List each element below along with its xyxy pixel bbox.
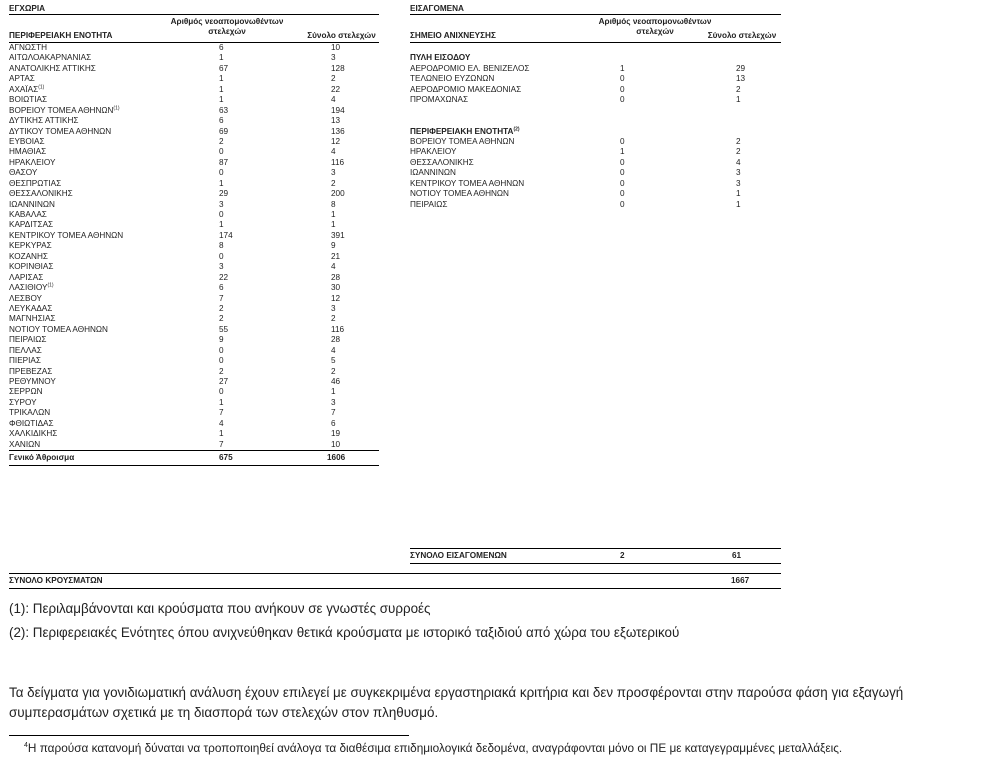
region-name-text: ΣΕΡΡΩΝ (9, 387, 43, 397)
table-row (9, 53, 379, 63)
table-row (410, 64, 781, 74)
region-name-text: ΚΟΡΙΝΘΙΑΣ (9, 262, 54, 272)
new-strains-cell: 4 (219, 418, 224, 428)
domestic-total-row (9, 450, 379, 466)
region-name-text: ΚΕΡΚΥΡΑΣ (9, 241, 52, 251)
table-row (9, 137, 379, 147)
region-name (9, 106, 120, 116)
region-name (410, 127, 520, 137)
total-strains-cell: 136 (331, 126, 345, 136)
note-marker: (1) (38, 84, 45, 91)
table-row (410, 137, 781, 147)
total-strains-cell: 10 (331, 43, 341, 52)
region-name (410, 53, 470, 63)
region-name (9, 304, 52, 314)
region-name-text: ΚΑΒΑΛΑΣ (9, 210, 47, 219)
region-name (410, 85, 521, 95)
domestic-total-new: 675 (219, 453, 233, 463)
note-2: (2): Περιφερειακές Ενότητες όπου ανιχνεύθηκαν θετικά κρούσματα με ιστορικό ταξιδιού από χώρα του εξωτερικού (9, 625, 680, 640)
note-marker: (1) (113, 104, 120, 111)
table-row (9, 127, 379, 137)
total-strains-cell: 2 (331, 74, 336, 84)
region-name-text: ΠΙΕΡΙΑΣ (9, 356, 41, 366)
total-strains-cell: 2 (331, 366, 336, 376)
new-strains-cell: 22 (219, 272, 229, 282)
total-strains-cell: 3 (331, 303, 336, 313)
new-strains-cell: 1 (219, 178, 224, 188)
region-name (9, 43, 47, 53)
table-row (9, 179, 379, 189)
col-total-strains-header: Σύνολο στελεχών (707, 31, 777, 40)
domestic-total-label: Γενικό Άθροισμα (9, 453, 75, 463)
imported-table (410, 3, 781, 210)
region-name (9, 273, 43, 283)
imported-total-row (410, 548, 781, 564)
new-strains-cell: 174 (219, 230, 233, 240)
table-row (9, 189, 379, 199)
table-row (9, 262, 379, 272)
region-name-text: ΝΟΤΙΟΥ ΤΟΜΕΑ ΑΘΗΝΩΝ (9, 324, 108, 334)
region-name-text: ΚΑΡΔΙΤΣΑΣ (9, 220, 54, 230)
imported-header (410, 15, 781, 43)
imported-total-all: 61 (732, 551, 742, 560)
region-name (410, 200, 447, 210)
col-region-header: ΠΕΡΙΦΕΡΕΙΑΚΗ ΕΝΟΤΗΤΑ (9, 31, 113, 40)
total-strains-cell: 194 (331, 105, 345, 115)
region-name-text: ΑΝΑΤΟΛΙΚΗΣ ΑΤΤΙΚΗΣ (9, 63, 96, 73)
region-name-text: ΒΟΡΕΙΟΥ ΤΟΜΕΑ ΑΘΗΝΩΝ (9, 105, 114, 115)
region-name (9, 367, 52, 377)
region-name-text: ΚΕΝΤΡΙΚΟΥ ΤΟΜΕΑ ΑΘΗΝΩΝ (410, 178, 525, 188)
new-strains-cell: 0 (219, 345, 224, 355)
region-name-text: ΒΟΡΕΙΟΥ ΤΟΜΕΑ ΑΘΗΝΩΝ (410, 136, 515, 146)
total-strains-cell: 3 (331, 53, 336, 63)
new-strains-cell: 27 (219, 377, 229, 386)
region-name-text: ΣΥΡΟΥ (9, 397, 37, 407)
table-row (9, 408, 379, 418)
total-strains-cell: 10 (331, 439, 341, 449)
imported-caption: ΕΙΣΑΓΟΜΕΝΑ (410, 3, 781, 15)
new-strains-cell: 6 (219, 116, 224, 126)
total-strains-cell: 1 (331, 220, 336, 230)
region-name-text: ΛΑΣΙΘΙΟΥ (9, 283, 48, 293)
region-name (9, 346, 42, 356)
total-strains-cell: 2 (736, 147, 741, 157)
total-strains-cell: 4 (331, 147, 336, 157)
new-strains-cell: 2 (219, 136, 224, 146)
imported-total-new: 2 (620, 551, 625, 560)
region-name-text: ΧΑΝΙΩΝ (9, 439, 41, 449)
region-name (9, 398, 37, 408)
region-name-text: ΠΕΡΙΦΕΡΕΙΑΚΗ ΕΝΟΤΗΤΑ (410, 126, 514, 136)
region-name (410, 158, 474, 168)
table-row (9, 200, 379, 210)
grand-total-row (9, 573, 781, 589)
total-strains-cell: 3 (736, 178, 741, 188)
table-row (9, 314, 379, 324)
new-strains-cell: 1 (219, 95, 224, 105)
region-name-text: ΧΑΛΚΙΔΙΚΗΣ (9, 429, 58, 439)
region-name-text: ΗΜΑΘΙΑΣ (9, 147, 47, 157)
total-strains-cell: 128 (331, 63, 345, 73)
table-row (9, 356, 379, 366)
footnote (24, 741, 842, 755)
region-name (410, 137, 514, 147)
table-row (410, 158, 781, 168)
analysis-paragraph: Τα δείγματα για γονιδιωματική ανάλυση έχουν επιλεγεί με συγκεκριμένα εργαστηριακά κριτήρια και δεν προσφέρονται στην παρούσα φάση για εξαγωγή συμπερασμάτων σχετικά με τη διασπορά των στελεχών στον πληθυσμό. (9, 685, 904, 720)
total-strains-cell: 391 (331, 230, 345, 240)
new-strains-cell: 55 (219, 324, 229, 334)
table-row (9, 220, 379, 230)
total-strains-cell: 21 (331, 251, 341, 261)
table-row (410, 200, 781, 210)
region-name (9, 220, 53, 230)
total-strains-cell: 28 (331, 272, 341, 282)
new-strains-cell: 9 (219, 335, 224, 345)
table-row (9, 241, 379, 251)
new-strains-cell: 0 (219, 168, 224, 178)
region-name (9, 127, 111, 137)
total-strains-cell: 8 (331, 199, 336, 209)
new-strains-cell: 0 (219, 251, 224, 261)
total-strains-cell: 116 (331, 157, 345, 167)
domestic-header (9, 15, 379, 43)
total-strains-cell: 3 (331, 397, 336, 407)
region-name (9, 158, 55, 168)
new-strains-cell: 0 (620, 95, 625, 105)
region-name-text: ΛΕΣΒΟΥ (9, 293, 43, 303)
region-name-text: ΤΕΛΩΝΕΙΟ ΕΥΖΩΝΩΝ (410, 74, 495, 84)
total-strains-cell: 13 (736, 74, 746, 84)
new-strains-cell: 2 (219, 314, 224, 324)
total-strains-cell: 5 (331, 356, 336, 366)
table-row (9, 398, 379, 408)
new-strains-cell: 0 (219, 147, 224, 157)
col-total-strains-header: Σύνολο στελεχών (307, 31, 376, 40)
table-row (9, 85, 379, 95)
grand-total-label: ΣΥΝΟΛΟ ΚΡΟΥΣΜΑΤΩΝ (9, 576, 103, 585)
region-name (9, 179, 61, 189)
footnote-mark: 4 (24, 742, 28, 750)
region-name-text: ΚΕΝΤΡΙΚΟΥ ΤΟΜΕΑ ΑΘΗΝΩΝ (9, 230, 124, 240)
footnote-divider (9, 735, 409, 736)
table-row (410, 43, 781, 53)
new-strains-cell: 0 (620, 84, 625, 94)
new-strains-cell: 0 (620, 199, 625, 209)
region-name-text: ΜΑΓΝΗΣΙΑΣ (9, 314, 56, 324)
region-name-text: ΗΡΑΚΛΕΙΟΥ (9, 157, 56, 167)
region-name (9, 325, 108, 335)
table-row (9, 294, 379, 304)
col-new-strains-header: Αριθμός νεοαπομονωθέντων στελεχών (170, 17, 284, 36)
new-strains-cell: 0 (620, 136, 625, 146)
region-name-text: ΠΕΙΡΑΙΩΣ (410, 199, 448, 209)
region-name (9, 53, 91, 63)
region-name-text: ΔΥΤΙΚΗΣ ΑΤΤΙΚΗΣ (9, 116, 79, 126)
table-row (9, 377, 379, 387)
new-strains-cell: 0 (620, 178, 625, 188)
region-name-text: ΤΡΙΚΑΛΩΝ (9, 408, 51, 418)
total-strains-cell: 7 (331, 408, 336, 418)
new-strains-cell: 1 (620, 63, 625, 73)
region-name-text: ΑΙΤΩΛΟΑΚΑΡΝΑΝΙΑΣ (9, 53, 92, 63)
region-name-text: ΡΕΘΥΜΝΟΥ (9, 377, 56, 386)
region-name (9, 116, 78, 126)
table-row (9, 116, 379, 126)
new-strains-cell: 3 (219, 262, 224, 272)
region-name-text: ΠΥΛΗ ΕΙΣΟΔΟΥ (410, 53, 471, 63)
region-name-text: ΙΩΑΝΝΙΝΩΝ (9, 199, 55, 209)
new-strains-cell: 69 (219, 126, 229, 136)
new-strains-cell: 63 (219, 105, 229, 115)
total-strains-cell: 116 (331, 324, 345, 334)
domestic-table (9, 3, 379, 466)
region-name-text: ΛΕΥΚΑΔΑΣ (9, 303, 53, 313)
total-strains-cell: 1 (736, 95, 741, 105)
total-strains-cell: 2 (331, 314, 336, 324)
new-strains-cell: 7 (219, 293, 224, 303)
new-strains-cell: 0 (620, 157, 625, 167)
new-strains-cell: 1 (219, 429, 224, 439)
total-strains-cell: 1 (331, 387, 336, 397)
new-strains-cell: 1 (620, 147, 625, 157)
region-name (410, 189, 509, 199)
region-name-text: ΚΟΖΑΝΗΣ (9, 251, 48, 261)
new-strains-cell: 0 (219, 387, 224, 397)
region-name (9, 95, 47, 105)
total-strains-cell: 2 (331, 178, 336, 188)
region-name (410, 168, 456, 178)
total-strains-cell: 1 (736, 199, 741, 209)
region-name (9, 64, 96, 74)
new-strains-cell: 8 (219, 241, 224, 251)
table-row (410, 168, 781, 178)
table-row (9, 346, 379, 356)
table-row (9, 325, 379, 335)
col-detection-point-header: ΣΗΜΕΙΟ ΑΝΙΧΝΕΥΣΗΣ (410, 31, 496, 40)
total-strains-cell: 4 (736, 157, 741, 167)
new-strains-cell: 7 (219, 408, 224, 418)
region-name (9, 241, 52, 251)
new-strains-cell: 1 (219, 84, 224, 94)
region-name (9, 387, 42, 397)
total-strains-cell: 9 (331, 241, 336, 251)
region-name (9, 168, 37, 178)
total-strains-cell: 3 (736, 168, 741, 178)
region-name-text: ΦΘΙΩΤΙΔΑΣ (9, 418, 54, 428)
note-marker: (1) (47, 282, 54, 289)
new-strains-cell: 0 (620, 168, 625, 178)
region-name (9, 314, 55, 324)
region-name-text: ΔΥΤΙΚΟΥ ΤΟΜΕΑ ΑΘΗΝΩΝ (9, 126, 112, 136)
region-name-text: ΘΑΣΟΥ (9, 168, 38, 178)
note-1: (1): Περιλαμβάνονται και κρούσματα που ανήκουν σε γνωστές συρροές (9, 601, 431, 616)
region-name (9, 419, 54, 429)
region-name (9, 429, 57, 439)
region-name-text: ΗΡΑΚΛΕΙΟΥ (410, 147, 457, 157)
table-row (9, 147, 379, 157)
region-name (9, 377, 56, 387)
table-row (410, 85, 781, 95)
region-name-text: ΛΑΡΙΣΑΣ (9, 272, 44, 282)
imported-total-wrap (410, 548, 781, 564)
total-strains-cell: 12 (331, 136, 341, 146)
region-name (9, 147, 46, 157)
table-row (410, 95, 781, 105)
table-row (9, 43, 379, 53)
new-strains-cell: 1 (219, 74, 224, 84)
table-row (9, 273, 379, 283)
new-strains-cell: 29 (219, 189, 229, 199)
region-name (9, 189, 73, 199)
region-name-text: ΘΕΣΣΑΛΟΝΙΚΗΣ (9, 189, 73, 199)
region-name-text: ΑΕΡΟΔΡΟΜΙΟ ΜΑΚΕΔΟΝΙΑΣ (410, 84, 522, 94)
domestic-rows (9, 43, 379, 450)
region-name (9, 335, 46, 345)
region-name (9, 408, 50, 418)
region-name-text: ΠΕΙΡΑΙΩΣ (9, 335, 47, 345)
total-strains-cell: 2 (736, 84, 741, 94)
region-name (9, 440, 40, 450)
table-row (9, 95, 379, 105)
new-strains-cell: 0 (620, 189, 625, 199)
table-row (9, 440, 379, 450)
region-name (9, 200, 55, 210)
total-strains-cell: 2 (736, 136, 741, 146)
new-strains-cell: 0 (620, 74, 625, 84)
total-strains-cell: 29 (736, 63, 746, 73)
table-row (9, 74, 379, 84)
region-name (410, 147, 456, 157)
imported-rows (410, 43, 781, 210)
new-strains-cell: 6 (219, 283, 224, 293)
new-strains-cell: 6 (219, 43, 224, 52)
new-strains-cell: 7 (219, 439, 224, 449)
total-strains-cell: 4 (331, 95, 336, 105)
region-name-text: ΕΥΒΟΙΑΣ (9, 136, 45, 146)
region-name (9, 210, 47, 220)
region-name-text: ΑΓΝΩΣΤΗ (9, 43, 47, 52)
domestic-total-all: 1606 (327, 453, 346, 463)
region-name (9, 85, 44, 95)
region-name-text: ΑΡΤΑΣ (9, 74, 35, 84)
region-name (9, 252, 48, 262)
total-strains-cell: 12 (331, 293, 341, 303)
table-row (410, 116, 781, 126)
total-strains-cell: 28 (331, 335, 341, 345)
region-name-text: ΘΕΣΠΡΩΤΙΑΣ (9, 178, 62, 188)
table-row (9, 387, 379, 397)
region-name (9, 283, 54, 293)
region-name-text: ΑΧΑΪΑΣ (9, 84, 39, 94)
table-row (9, 304, 379, 314)
region-name (9, 262, 53, 272)
region-name-text: ΠΡΟΜΑΧΩΝΑΣ (410, 95, 469, 105)
table-row (410, 74, 781, 84)
region-name (410, 74, 494, 84)
new-strains-cell: 0 (219, 356, 224, 366)
table-row (9, 283, 379, 293)
table-row (410, 127, 781, 137)
region-name-text: ΝΟΤΙΟΥ ΤΟΜΕΑ ΑΘΗΝΩΝ (410, 189, 509, 199)
new-strains-cell: 1 (219, 397, 224, 407)
total-strains-cell: 1 (331, 210, 336, 219)
new-strains-cell: 87 (219, 157, 229, 167)
table-row (9, 210, 379, 220)
region-name-text: ΒΟΙΩΤΙΑΣ (9, 95, 48, 105)
region-name-text: ΑΕΡΟΔΡΟΜΙΟ ΕΛ. ΒΕΝΙΖΕΛΟΣ (410, 63, 530, 73)
new-strains-cell: 3 (219, 199, 224, 209)
new-strains-cell: 2 (219, 303, 224, 313)
footnote-text: Η παρούσα κατανομή δύναται να τροποποιηθεί ανάλογα τα διαθέσιμα επιδημιολογικά δεδομένα, αναγράφονται μόνο οι ΠΕ με καταγεγραμμένες μεταλλάξεις. (27, 741, 843, 755)
region-name-text: ΙΩΑΝΝΙΝΩΝ (410, 168, 456, 178)
table-row (9, 106, 379, 116)
table-row (410, 189, 781, 199)
total-strains-cell: 30 (331, 283, 341, 293)
new-strains-cell: 2 (219, 366, 224, 376)
region-name-text: ΠΡΕΒΕΖΑΣ (9, 366, 53, 376)
total-strains-cell: 4 (331, 345, 336, 355)
table-row (9, 231, 379, 241)
total-strains-cell: 3 (331, 168, 336, 178)
region-name (9, 294, 42, 304)
region-name (410, 95, 468, 105)
new-strains-cell: 1 (219, 53, 224, 63)
total-strains-cell: 46 (331, 377, 341, 386)
total-strains-cell: 13 (331, 116, 341, 126)
table-row (410, 147, 781, 157)
new-strains-cell: 0 (219, 210, 224, 219)
new-strains-cell: 1 (219, 220, 224, 230)
total-strains-cell: 19 (331, 429, 341, 439)
total-strains-cell: 22 (331, 84, 341, 94)
table-row (9, 252, 379, 262)
region-name (410, 179, 524, 189)
region-name-text: ΠΕΛΛΑΣ (9, 345, 42, 355)
table-row (9, 419, 379, 429)
table-row (9, 429, 379, 439)
note-marker: (2) (513, 125, 520, 132)
total-strains-cell: 1 (736, 189, 741, 199)
col-new-strains-header: Αριθμός νεοαπομονωθέντων στελεχών (598, 17, 712, 36)
grand-total-value: 1667 (731, 576, 750, 585)
domestic-caption: ΕΓΧΩΡΙΑ (9, 3, 379, 15)
region-name (9, 231, 123, 241)
region-name (410, 64, 529, 74)
new-strains-cell: 67 (219, 63, 229, 73)
table-row (410, 179, 781, 189)
region-name (9, 74, 35, 84)
table-row (9, 367, 379, 377)
table-row (410, 106, 781, 116)
region-name-text: ΘΕΣΣΑΛΟΝΙΚΗΣ (410, 157, 474, 167)
imported-total-label: ΣΥΝΟΛΟ ΕΙΣΑΓΟΜΕΝΩΝ (410, 551, 507, 560)
table-row (9, 168, 379, 178)
table-row (9, 335, 379, 345)
total-strains-cell: 200 (331, 189, 345, 199)
table-row (410, 53, 781, 63)
region-name (9, 137, 45, 147)
total-strains-cell: 6 (331, 418, 336, 428)
total-strains-cell: 4 (331, 262, 336, 272)
table-row (9, 64, 379, 74)
region-name (9, 356, 41, 366)
table-row (9, 158, 379, 168)
